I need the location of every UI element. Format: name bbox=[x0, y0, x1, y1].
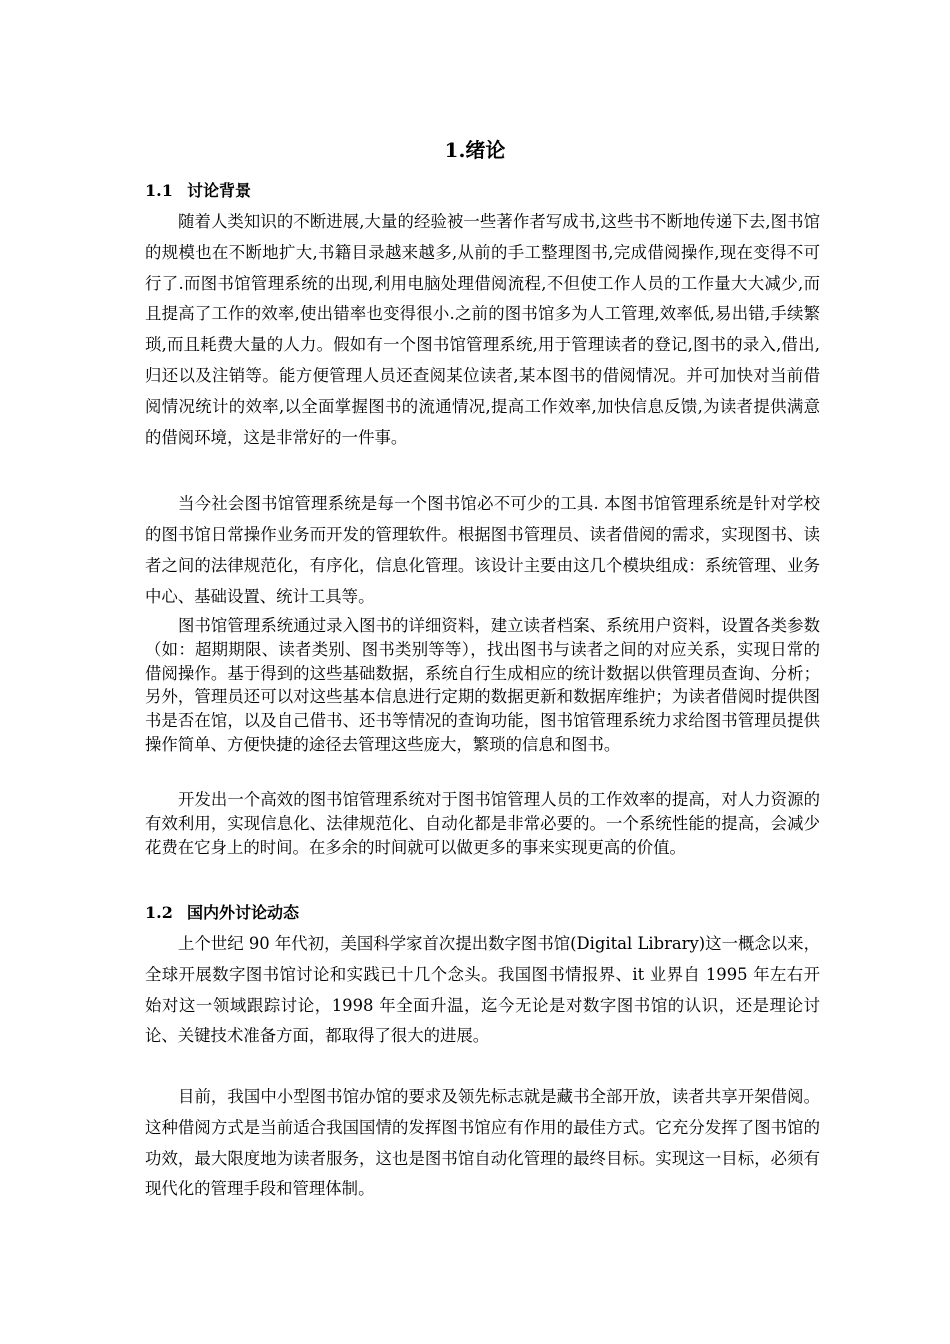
paragraph: 目前，我国中小型图书馆办馆的要求及领先标志就是藏书全部开放，读者共享开架借阅。这种借阅方式是当前适合我国国情的发挥图书馆应有作用的最佳方式。它充分发挥了图书馆的功效，最大限度地为读者服务，这也是图书馆自动化管理的最终目标。实现这一目标，必须有现代化的管理手段和管理体制。 bbox=[145, 1087, 820, 1199]
paragraph: 上个世纪 90 年代初，美国科学家首次提出数字图书馆(Digital Library)这一概念以来，全球开展数字图书馆讨论和实践已十几个念头。我国图书情报界、it 业界自 1995 年左右开始对这一领域跟踪讨论，1998 年全面升温，迄今无论是对数字图书馆的认识，还是理论讨论、关键技术准备方面，都取得了很大的进展。 bbox=[145, 934, 820, 1046]
section-heading-1-1 bbox=[145, 179, 825, 203]
paragraph: 图书馆管理系统通过录入图书的详细资料，建立读者档案、系统用户资料，设置各类参数（如：超期期限、读者类别、图书类别等等），找出图书与读者之间的对应关系，实现日常的借阅操作。基于得到的这些基础数据，系统自行生成相应的统计数据以供管理员查询、分析；另外，管理员还可以对这些基本信息进行定期的数据更新和数据库维护；为读者借阅时提供图书是否在馆，以及自己借书、还书等情况的查询功能，图书馆管理系统力求给图书管理员提供操作简单、方便快捷的途径去管理这些庞大，繁琐的信息和图书。 bbox=[145, 616, 820, 754]
section-heading-1-2 bbox=[145, 901, 825, 925]
paragraph: 随着人类知识的不断进展,大量的经验被一些著作者写成书,这些书不断地传递下去,图书馆的规模也在不断地扩大,书籍目录越来越多,从前的手工整理图书,完成借阅操作,现在变得不可行了.而图书馆管理系统的出现,利用电脑处理借阅流程,不但使工作人员的工作量大大减少,而且提高了工作的效率,使出错率也变得很小.之前的图书馆多为人工管理,效率低,易出错,手续繁琐,而且耗费大量的人力。假如有一个图书馆管理系统,用于管理读者的登记,图书的录入,借出,归还以及注销等。能方便管理人员还查阅某位读者,某本图书的借阅情况。并可加快对当前借阅情况统计的效率,以全面掌握图书的流通情况,提高工作效率,加快信息反馈,为读者提供满意的借阅环境，这是非常好的一件事。 bbox=[145, 212, 820, 447]
section-number: 1.2 bbox=[145, 903, 173, 922]
section-title: 国内外讨论动态 bbox=[187, 903, 300, 922]
paragraph: 开发出一个高效的图书馆管理系统对于图书馆管理人员的工作效率的提高，对人力资源的有效利用，实现信息化、法律规范化、自动化都是非常必要的。一个系统性能的提高，会减少花费在它身上的时间。在多余的时间就可以做更多的事来实现更高的价值。 bbox=[145, 790, 820, 857]
chapter-title: 1.绪论 bbox=[444, 138, 506, 162]
section-title: 讨论背景 bbox=[187, 181, 252, 200]
paragraph: 当今社会图书馆管理系统是每一个图书馆必不可少的工具. 本图书馆管理系统是针对学校的图书馆日常操作业务而开发的管理软件。根据图书管理员、读者借阅的需求，实现图书、读者之间的法律规范化，有序化，信息化管理。该设计主要由这几个模块组成：系统管理、业务中心、基础设置、统计工具等。 bbox=[145, 494, 820, 606]
section-number: 1.1 bbox=[145, 181, 173, 200]
